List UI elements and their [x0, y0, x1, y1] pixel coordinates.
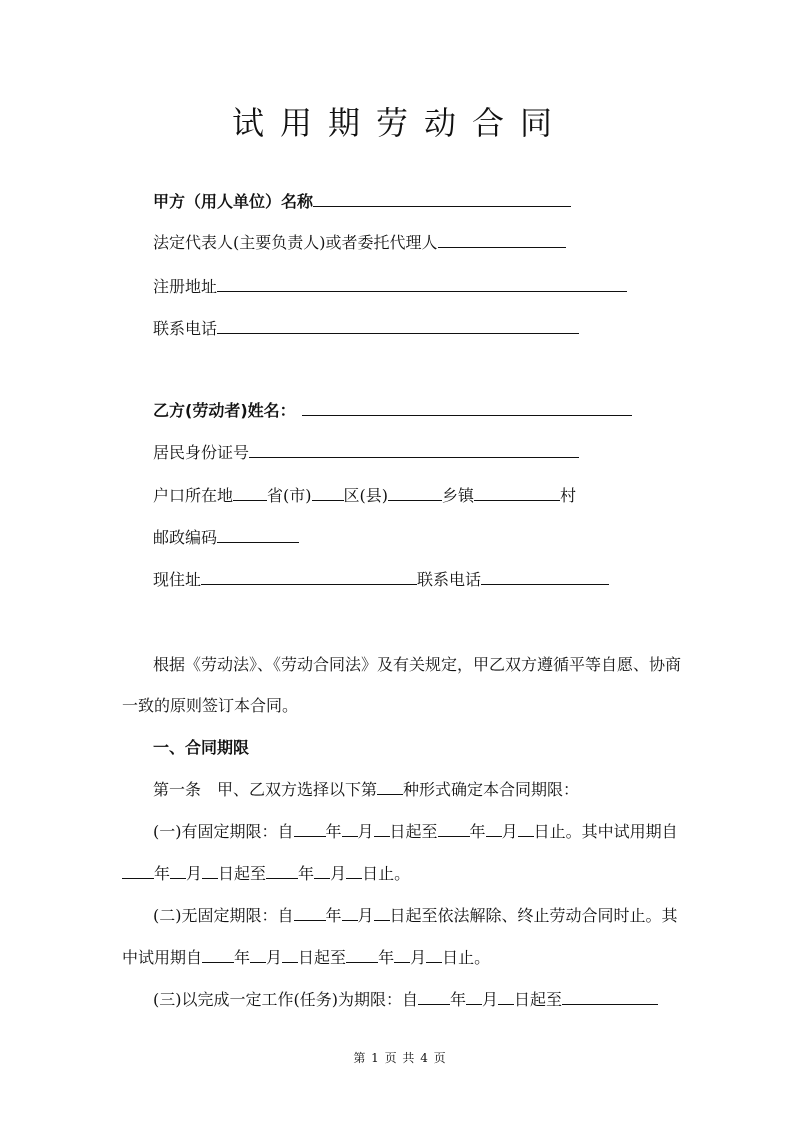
party-b-hukou-row [153, 485, 576, 507]
option-3-label: (三)以完成一定工作(任务)为期限：自 [153, 990, 418, 1009]
month-unit: 月 [266, 948, 283, 967]
year-unit: 年 [449, 990, 466, 1009]
option-1-end-year-blank[interactable] [438, 821, 470, 837]
option-2-label: (二)无固定期限：自 [153, 906, 294, 925]
party-a-representative-blank[interactable] [438, 232, 566, 248]
option-2-trial-end-month-blank[interactable] [394, 947, 410, 963]
party-a-phone-blank[interactable] [217, 318, 579, 334]
option-3-end-blank[interactable] [562, 989, 658, 1005]
year-unit: 年 [154, 864, 171, 883]
option-2-trial-start-year-blank[interactable] [202, 947, 234, 963]
option-1-end-day-blank[interactable] [518, 821, 534, 837]
year-unit: 年 [234, 948, 251, 967]
intro-line-1: 根据《劳动法》、《劳动合同法》及有关规定，甲乙双方遵循平等自愿、协商 [153, 655, 682, 674]
hukou-village-blank[interactable] [474, 485, 560, 501]
option-1-row-1 [153, 821, 678, 843]
option-3-start-day-blank[interactable] [498, 989, 514, 1005]
party-a-representative-label: 法定代表人(主要负责人)或者委托代理人 [153, 233, 438, 252]
article-1-option-blank[interactable] [377, 779, 403, 795]
party-b-id-blank[interactable] [249, 442, 579, 458]
option-1-trial-end-year-blank[interactable] [266, 863, 298, 879]
option-3-start-year-blank[interactable] [418, 989, 450, 1005]
option-1-trial-start-year-blank[interactable] [122, 863, 154, 879]
option-2-trial-end-day-blank[interactable] [426, 947, 442, 963]
document-title: 试用期劳动合同 [231, 104, 568, 142]
party-a-name-row [153, 191, 571, 213]
hukou-province-blank[interactable] [233, 485, 267, 501]
option-1-trial-start-day-blank[interactable] [202, 863, 218, 879]
month-unit: 月 [501, 822, 518, 841]
party-b-phone-blank[interactable] [481, 569, 609, 585]
option-1-start-month-blank[interactable] [342, 821, 358, 837]
option-1-trial-end-day-blank[interactable] [346, 863, 362, 879]
article-1-prefix: 第一条 甲、乙双方选择以下第 [153, 780, 378, 799]
party-a-representative-row [153, 232, 566, 254]
option-1-trial-end-month-blank[interactable] [314, 863, 330, 879]
postcode-blank[interactable] [217, 527, 299, 543]
month-unit: 月 [186, 864, 203, 883]
party-b-name-row [153, 400, 632, 422]
month-unit: 月 [482, 990, 499, 1009]
month-unit: 月 [357, 822, 374, 841]
party-b-id-label: 居民身份证号 [153, 443, 250, 462]
party-b-phone-label: 联系电话 [417, 570, 482, 589]
option-1-end-month-blank[interactable] [486, 821, 502, 837]
intro-line-2: 一致的原则签订本合同。 [122, 696, 299, 715]
option-2-trial-start-month-blank[interactable] [250, 947, 266, 963]
option-1-start-year-blank[interactable] [294, 821, 326, 837]
year-unit: 年 [378, 948, 395, 967]
party-a-address-label: 注册地址 [153, 277, 218, 296]
option-1-start-day-blank[interactable] [374, 821, 390, 837]
month-unit: 月 [357, 906, 374, 925]
year-unit: 年 [469, 822, 486, 841]
option-1-end-day-unit: 日 [533, 822, 550, 841]
option-2-row-2 [122, 947, 490, 969]
article-1-row [153, 779, 579, 801]
party-b-postcode-row [153, 527, 299, 549]
option-2-start-month-blank[interactable] [342, 905, 358, 921]
hukou-town-blank[interactable] [388, 485, 442, 501]
option-2-row-1 [153, 905, 678, 927]
day-end-unit: 日止。 [442, 948, 491, 967]
year-unit: 年 [298, 864, 315, 883]
day-from-unit: 日起至 [218, 864, 267, 883]
option-3-row-1 [153, 989, 658, 1011]
hukou-province-label: 省(市) [267, 486, 312, 505]
hukou-village-label: 村 [560, 486, 577, 505]
party-a-name-blank[interactable] [313, 191, 571, 207]
month-unit: 月 [330, 864, 347, 883]
hukou-district-label: 区(县) [343, 486, 389, 505]
option-2-trial-prefix: 中试用期自 [122, 948, 203, 967]
month-unit: 月 [410, 948, 427, 967]
party-a-address-row [153, 276, 627, 298]
option-2-trial-end-year-blank[interactable] [346, 947, 378, 963]
option-2-start-day-unit: 日 [389, 906, 406, 925]
current-address-label: 现住址 [153, 570, 202, 589]
option-2-start-day-blank[interactable] [374, 905, 390, 921]
day-end-unit: 日止。 [362, 864, 411, 883]
party-b-id-row [153, 442, 579, 464]
page-footer: 第 1 页 共 4 页 [353, 1051, 447, 1065]
day-from-unit: 日起至 [298, 948, 347, 967]
postcode-label: 邮政编码 [153, 528, 218, 547]
party-a-address-blank[interactable] [217, 276, 627, 292]
option-3-start-month-blank[interactable] [466, 989, 482, 1005]
option-2-start-year-blank[interactable] [294, 905, 326, 921]
section-1-heading: 一、合同期限 [153, 738, 250, 757]
party-b-name-blank[interactable] [302, 400, 632, 416]
party-b-name-label: 乙方(劳动者)姓名： [153, 401, 296, 420]
hukou-town-label: 乡镇 [442, 486, 475, 505]
party-a-phone-label: 联系电话 [153, 319, 218, 338]
party-b-address-row [153, 569, 609, 591]
party-a-name-label: 甲方（用人单位）名称 [153, 192, 314, 211]
year-unit: 年 [325, 906, 342, 925]
day-from-unit: 日起至 [389, 822, 438, 841]
hukou-district-blank[interactable] [312, 485, 344, 501]
option-1-trial-start-month-blank[interactable] [170, 863, 186, 879]
hukou-label: 户口所在地 [153, 486, 234, 505]
current-address-blank[interactable] [201, 569, 417, 585]
option-1-row-2 [122, 863, 410, 885]
day-from-unit: 日起至 [514, 990, 563, 1009]
year-unit: 年 [325, 822, 342, 841]
party-a-phone-row [153, 318, 579, 340]
option-1-mid-text: 止。其中试用期自 [549, 822, 678, 841]
option-2-mid-text: 起至依法解除、终止劳动合同时止。其 [405, 906, 678, 925]
article-1-suffix: 种形式确定本合同期限： [403, 780, 580, 799]
option-1-label: (一)有固定期限：自 [153, 822, 294, 841]
option-2-trial-start-day-blank[interactable] [282, 947, 298, 963]
